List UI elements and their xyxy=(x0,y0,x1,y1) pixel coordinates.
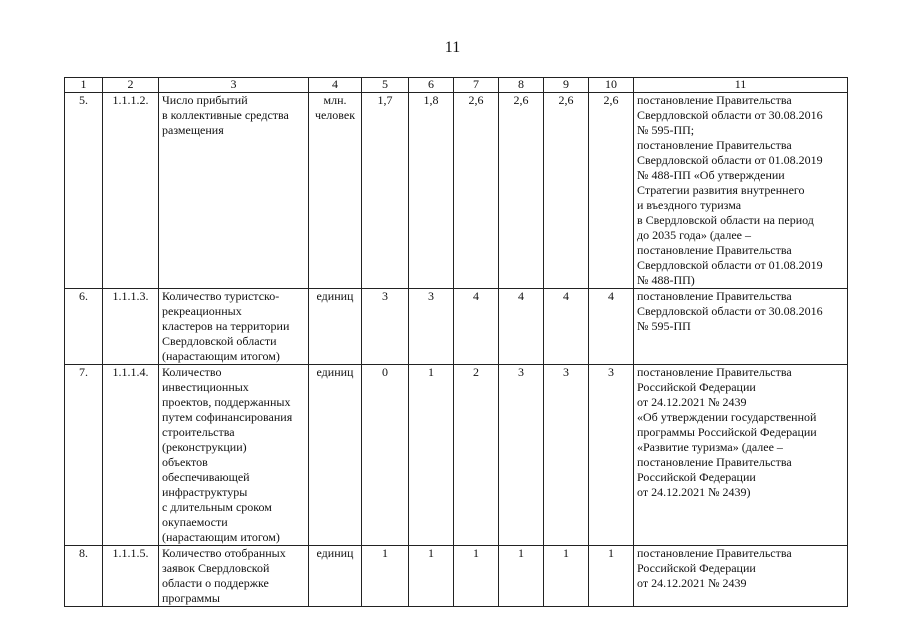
value-cell-col-5: 1 xyxy=(362,546,409,607)
indicator-name-cell-line: Свердловской области xyxy=(162,334,277,348)
page-number: 11 xyxy=(444,39,461,56)
value-cell-col-10: 3 xyxy=(589,365,634,546)
value-cell-col-8: 2,6 xyxy=(499,93,544,289)
header-cell-col-10: 10 xyxy=(589,78,634,93)
unit-cell xyxy=(309,546,362,607)
indicator-name-cell-line: заявок Свердловской xyxy=(162,561,270,575)
source-document-cell-line: Стратегии развития внутреннего xyxy=(637,183,805,197)
row-number-cell: 5. xyxy=(65,93,103,289)
indicator-name-cell-line: в коллективные средства xyxy=(162,108,289,122)
indicator-name-cell-line: путем софинансирования xyxy=(162,410,293,424)
indicator-name-cell-line: (нарастающим итогом) xyxy=(162,349,280,363)
source-document-cell-line: постановление Правительства xyxy=(637,289,792,303)
indicator-name-cell-line: размещения xyxy=(162,123,224,137)
value-cell-col-8: 3 xyxy=(499,365,544,546)
table-body xyxy=(65,78,848,607)
source-document-cell-line: постановление Правительства xyxy=(637,93,792,107)
row-number-cell: 8. xyxy=(65,546,103,607)
source-document-cell-line: Свердловской области от 01.08.2019 xyxy=(637,153,823,167)
source-document-cell-line: № 488-ПП) xyxy=(637,273,695,287)
value-cell-col-5: 1,7 xyxy=(362,93,409,289)
value-cell-col-6: 1 xyxy=(409,546,454,607)
source-document-cell-line: № 488-ПП «Об утверждении xyxy=(637,168,785,182)
indicator-name-cell-line: окупаемости xyxy=(162,515,228,529)
source-document-cell-line: до 2035 года» (далее – xyxy=(637,228,751,242)
unit-cell xyxy=(309,289,362,365)
source-document-cell-line: постановление Правительства xyxy=(637,243,792,257)
row-number-cell: 7. xyxy=(65,365,103,546)
header-cell-col-4: 4 xyxy=(309,78,362,93)
header-cell-col-6: 6 xyxy=(409,78,454,93)
source-document-cell-line: № 595-ПП; xyxy=(637,123,695,137)
source-document-cell-line: программы Российской Федерации xyxy=(637,425,817,439)
value-cell-col-7: 4 xyxy=(454,289,499,365)
value-cell-col-9: 4 xyxy=(544,289,589,365)
indicator-name-cell xyxy=(159,93,309,289)
value-cell-col-8: 1 xyxy=(499,546,544,607)
value-cell-col-7: 2,6 xyxy=(454,93,499,289)
source-document-cell-line: «Об утверждении государственной xyxy=(637,410,817,424)
table-row xyxy=(65,93,848,289)
value-cell-col-10: 4 xyxy=(589,289,634,365)
source-document-cell-line: Свердловской области от 01.08.2019 xyxy=(637,258,823,272)
unit-cell-line: единиц xyxy=(316,546,354,560)
header-cell-col-9: 9 xyxy=(544,78,589,93)
indicator-name-cell-line: Число прибытий xyxy=(162,93,248,107)
row-number-cell: 6. xyxy=(65,289,103,365)
unit-cell-line: единиц xyxy=(316,289,354,303)
value-cell-col-7: 1 xyxy=(454,546,499,607)
value-cell-col-6: 1 xyxy=(409,365,454,546)
value-cell-col-10: 1 xyxy=(589,546,634,607)
indicator-name-cell-line: кластеров на территории xyxy=(162,319,290,333)
unit-cell-line: единиц xyxy=(316,365,354,379)
value-cell-col-5: 3 xyxy=(362,289,409,365)
value-cell-col-5: 0 xyxy=(362,365,409,546)
indicator-name-cell-line: рекреационных xyxy=(162,304,242,318)
source-document-cell-line: и въездного туризма xyxy=(637,198,742,212)
value-cell-col-8: 4 xyxy=(499,289,544,365)
source-document-cell-line: от 24.12.2021 № 2439 xyxy=(637,576,747,590)
indicator-name-cell-line: (реконструкции) xyxy=(162,440,247,454)
table-row xyxy=(65,289,848,365)
value-cell-col-9: 3 xyxy=(544,365,589,546)
source-document-cell-line: Свердловской области от 30.08.2016 xyxy=(637,304,823,318)
indicator-name-cell-line: области о поддержке xyxy=(162,576,269,590)
unit-cell-line: млн. xyxy=(323,93,347,107)
header-cell-col-7: 7 xyxy=(454,78,499,93)
source-document-cell-line: от 24.12.2021 № 2439 xyxy=(637,395,747,409)
indicators-table xyxy=(64,77,848,607)
indicator-name-cell-line: Количество xyxy=(162,365,222,379)
indicator-name-cell-line: Количество отобранных xyxy=(162,546,286,560)
source-document-cell-line: постановление Правительства xyxy=(637,455,792,469)
source-document-cell xyxy=(634,93,848,289)
source-document-cell xyxy=(634,365,848,546)
source-document-cell-line: в Свердловской области на период xyxy=(637,213,814,227)
header-cell-col-5: 5 xyxy=(362,78,409,93)
indicator-name-cell-line: строительства xyxy=(162,425,235,439)
value-cell-col-7: 2 xyxy=(454,365,499,546)
table-row xyxy=(65,365,848,546)
indicator-name-cell xyxy=(159,289,309,365)
indicator-name-cell xyxy=(159,365,309,546)
source-document-cell-line: Российской Федерации xyxy=(637,380,756,394)
table-header-row xyxy=(65,78,848,93)
table-row xyxy=(65,546,848,607)
indicator-name-cell-line: проектов, поддержанных xyxy=(162,395,291,409)
source-document-cell xyxy=(634,289,848,365)
header-cell-col-3: 3 xyxy=(159,78,309,93)
source-document-cell-line: Российской Федерации xyxy=(637,470,756,484)
source-document-cell-line: Свердловской области от 30.08.2016 xyxy=(637,108,823,122)
indicator-name-cell-line: Количество туристско- xyxy=(162,289,280,303)
indicator-code-cell: 1.1.1.5. xyxy=(103,546,159,607)
value-cell-col-9: 2,6 xyxy=(544,93,589,289)
header-cell-col-11: 11 xyxy=(634,78,848,93)
source-document-cell xyxy=(634,546,848,607)
value-cell-col-6: 3 xyxy=(409,289,454,365)
value-cell-col-6: 1,8 xyxy=(409,93,454,289)
indicator-name-cell xyxy=(159,546,309,607)
indicator-name-cell-line: программы xyxy=(162,591,220,605)
indicator-code-cell: 1.1.1.4. xyxy=(103,365,159,546)
value-cell-col-9: 1 xyxy=(544,546,589,607)
source-document-cell-line: «Развитие туризма» (далее – xyxy=(637,440,783,454)
indicator-name-cell-line: обеспечивающей xyxy=(162,470,250,484)
header-cell-col-1: 1 xyxy=(65,78,103,93)
indicator-name-cell-line: инфраструктуры xyxy=(162,485,248,499)
source-document-cell-line: постановление Правительства xyxy=(637,365,792,379)
header-cell-col-8: 8 xyxy=(499,78,544,93)
header-cell-col-2: 2 xyxy=(103,78,159,93)
indicator-name-cell-line: инвестиционных xyxy=(162,380,249,394)
source-document-cell-line: Российской Федерации xyxy=(637,561,756,575)
source-document-cell-line: постановление Правительства xyxy=(637,138,792,152)
indicator-name-cell-line: с длительным сроком xyxy=(162,500,272,514)
source-document-cell-line: от 24.12.2021 № 2439) xyxy=(637,485,751,499)
source-document-cell-line: № 595-ПП xyxy=(637,319,691,333)
indicator-code-cell: 1.1.1.2. xyxy=(103,93,159,289)
indicator-code-cell: 1.1.1.3. xyxy=(103,289,159,365)
unit-cell xyxy=(309,365,362,546)
indicator-name-cell-line: (нарастающим итогом) xyxy=(162,530,280,544)
source-document-cell-line: постановление Правительства xyxy=(637,546,792,560)
unit-cell-line: человек xyxy=(314,108,356,122)
value-cell-col-10: 2,6 xyxy=(589,93,634,289)
unit-cell xyxy=(309,93,362,289)
indicator-name-cell-line: объектов xyxy=(162,455,208,469)
